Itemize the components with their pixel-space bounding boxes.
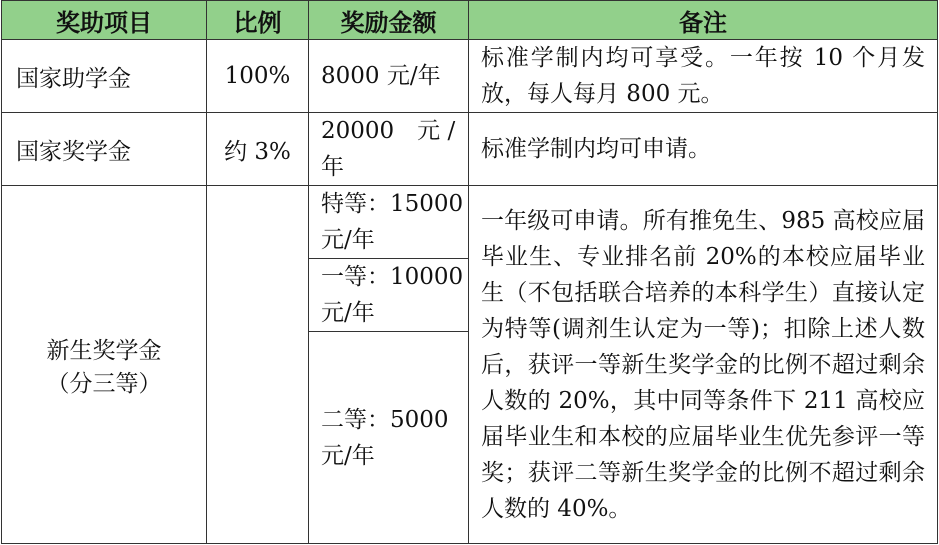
header-row	[2, 1, 938, 40]
table-row	[2, 186, 938, 259]
row-ratio	[207, 186, 309, 544]
row-amount: 8000 元/年	[309, 40, 469, 113]
row-name: 国家助学金	[2, 40, 207, 113]
table-row	[2, 113, 938, 186]
header-note: 备注	[469, 1, 938, 40]
row-note: 标准学制内均可申请。	[469, 113, 938, 186]
row-note: 一年级可申请。所有推免生、985 高校应届毕业生、专业排名前 20%的本校应届毕业生（不包括联合培养的本科学生）直接认定为特等(调剂生认定为一等)；扣除上述人数后，获评一等新生奖学金的比例不超过剩余人数的 20%，其中同等条件下 211 高校应届毕业生和本校的应届毕业生优先参评一等奖；获评二等新生奖学金的比例不超过剩余人数的 40%。	[469, 186, 938, 544]
row-name-cell	[2, 186, 207, 544]
row-amount-tier: 一等：10000 元/年	[309, 259, 469, 332]
header-item: 奖助项目	[2, 1, 207, 40]
row-ratio: 100%	[207, 40, 309, 113]
row-name: 国家奖学金	[2, 113, 207, 186]
header-amount: 奖励金额	[309, 1, 469, 40]
row-ratio: 约 3%	[207, 113, 309, 186]
row-amount-tier: 二等：5000 元/年	[309, 332, 469, 544]
row-amount-tier: 特等：15000 元/年	[309, 186, 469, 259]
scholarship-table	[1, 0, 938, 544]
row-amount: 20000 元 / 年	[309, 113, 469, 186]
row-name-sub: （分三等）	[46, 370, 162, 397]
row-note: 标准学制内均可享受。一年按 10 个月发放，每人每月 800 元。	[469, 40, 938, 113]
table-row	[2, 40, 938, 113]
header-ratio: 比例	[207, 1, 309, 40]
row-name: 新生奖学金	[46, 337, 162, 364]
